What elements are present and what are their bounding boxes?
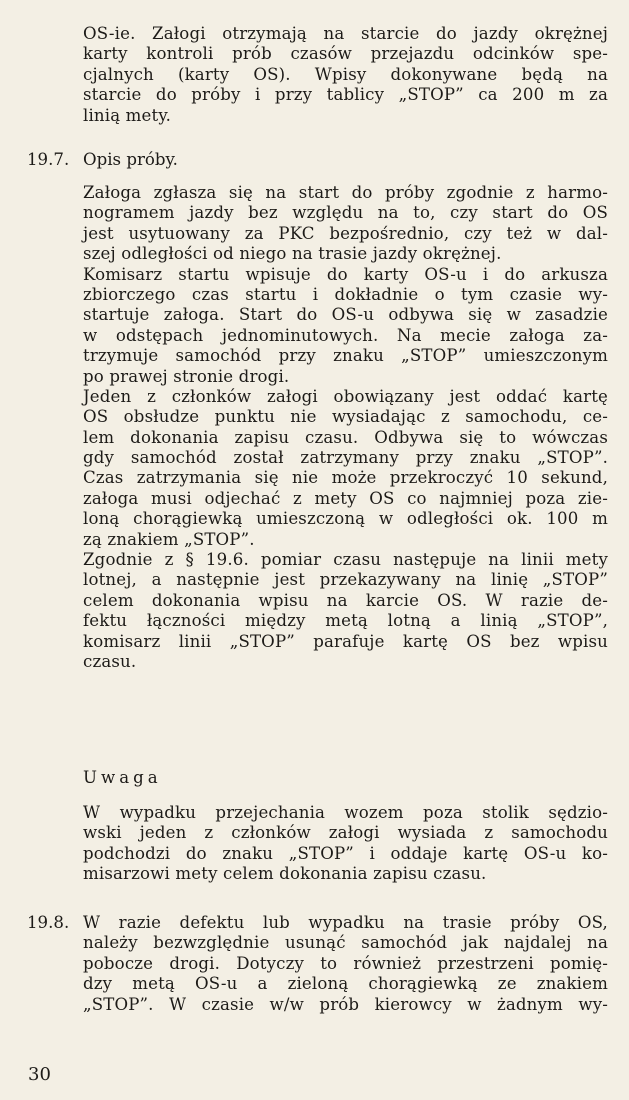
text-line: czasu. bbox=[83, 651, 137, 671]
section-number: 19.7. bbox=[27, 150, 70, 169]
text-line: OS obsłudze punktu nie wysiadając z samochodu, ce- bbox=[83, 407, 608, 427]
text-line: „STOP”. W czasie w/w prób kierowcy w żadnym wy- bbox=[83, 994, 608, 1014]
text-line: cjalnych (karty OS). Wpisy dokonywane będą na bbox=[83, 64, 608, 84]
text-line: jest usytuowany za PKC bezpośrednio, czy też w dal- bbox=[83, 223, 608, 243]
note-heading: Uwaga bbox=[83, 768, 162, 787]
text-line: zbiorczego czas startu i dokładnie o tym czasie wy- bbox=[83, 284, 608, 304]
text-line: zą znakiem „STOP”. bbox=[83, 529, 255, 549]
text-line: szej odległości od niego na trasie jazdy okrężnej. bbox=[83, 244, 502, 264]
text-line: OS-ie. Załogi otrzymają na starcie do jazdy okrężnej bbox=[83, 24, 608, 43]
section-title: Opis próby. bbox=[83, 150, 178, 169]
text-line: pobocze drogi. Dotyczy to również przestrzeni pomię- bbox=[83, 953, 608, 973]
text-line: komisarz linii „STOP” parafuje kartę OS bez wpisu bbox=[83, 631, 608, 651]
text-line: Załoga zgłasza się na start do próby zgodnie z harmo- bbox=[83, 183, 608, 202]
text-line: po prawej stronie drogi. bbox=[83, 366, 290, 386]
text-line: karty kontroli prób czasów przejazdu odcinków spe- bbox=[83, 44, 608, 64]
text-line: załoga musi odjechać z mety OS co najmniej poza zie- bbox=[83, 488, 608, 508]
text-line: Jeden z członków załogi obowiązany jest oddać kartę bbox=[83, 386, 608, 406]
text-line: W razie defektu lub wypadku na trasie próby OS, bbox=[83, 913, 608, 932]
section-number: 19.8. bbox=[27, 913, 70, 932]
note-body bbox=[83, 803, 608, 885]
text-line: należy bezwzględnie usunąć samochód jak najdalej na bbox=[83, 933, 608, 953]
text-line: fektu łączności między metą lotną a linią „STOP”, bbox=[83, 611, 608, 631]
text-line: celem dokonania wpisu na karcie OS. W razie de- bbox=[83, 590, 608, 610]
text-line: nogramem jazdy bez względu na to, czy start do OS bbox=[83, 203, 608, 223]
text-line: startuje załoga. Start do OS-u odbywa się w zasadzie bbox=[83, 305, 608, 325]
text-line: w odstępach jednominutowych. Na mecie załoga za- bbox=[83, 325, 608, 345]
text-line: Komisarz startu wpisuje do karty OS-u i do arkusza bbox=[83, 264, 608, 284]
text-line: misarzowi mety celem dokonania zapisu czasu. bbox=[83, 864, 487, 884]
text-line: linią mety. bbox=[83, 105, 172, 125]
text-line: W wypadku przejechania wozem poza stolik sędzio- bbox=[83, 803, 608, 822]
text-line: starcie do próby i przy tablicy „STOP” ca 200 m za bbox=[83, 85, 608, 105]
page-number: 30 bbox=[28, 1064, 51, 1085]
text-line: lotnej, a następnie jest przekazywany na linię „STOP” bbox=[83, 570, 608, 590]
text-line: lem dokonania zapisu czasu. Odbywa się to wówczas bbox=[83, 427, 608, 447]
text-line: gdy samochód został zatrzymany przy znaku „STOP”. bbox=[83, 448, 608, 468]
text-line: podchodzi do znaku „STOP” i oddaje kartę OS-u ko- bbox=[83, 843, 608, 863]
intro-paragraph bbox=[83, 24, 608, 126]
text-line: loną chorągiewką umieszczoną w odległości ok. 100 m bbox=[83, 509, 608, 529]
text-line: wski jeden z członków załogi wysiada z samochodu bbox=[83, 823, 608, 843]
section-19-7-body bbox=[83, 183, 608, 672]
text-line: trzymuje samochód przy znaku „STOP” umieszczonym bbox=[83, 346, 608, 366]
section-19-8-body bbox=[83, 913, 608, 1015]
text-line: Czas zatrzymania się nie może przekroczyć 10 sekund, bbox=[83, 468, 608, 488]
text-line: dzy metą OS-u a zieloną chorągiewką ze znakiem bbox=[83, 974, 608, 994]
text-line: Zgodnie z § 19.6. pomiar czasu następuje na linii mety bbox=[83, 550, 608, 570]
